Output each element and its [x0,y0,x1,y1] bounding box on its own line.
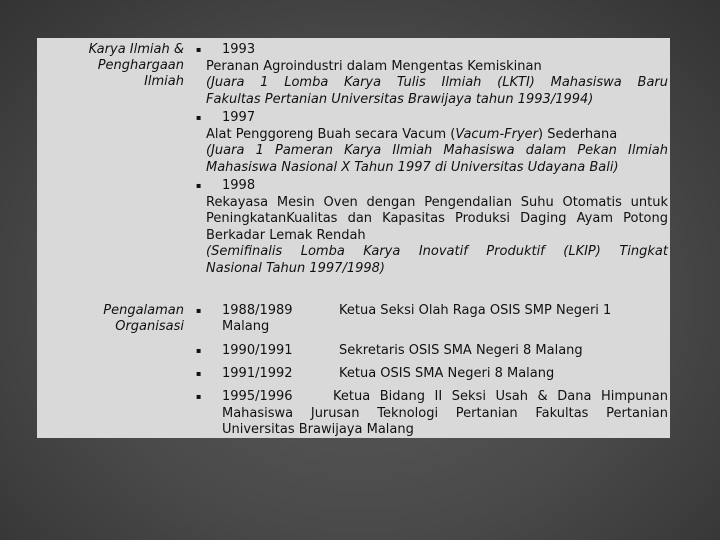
label-line: Pengalaman [103,303,184,318]
title-text: Alat Penggoreng Buah secara Vacum ( [206,127,456,142]
karya-year-1993: 1993 [222,42,256,57]
karya-title-1998-line3: Berkadar Lemak Rendah [206,228,366,243]
section-label-karya-ilmiah [37,42,184,90]
bullet-icon: ▪ [196,306,202,315]
org-desc-1990: Sekretaris OSIS SMA Negeri 8 Malang [339,343,583,358]
karya-note-1993-line1: (Juara 1 Lomba Karya Tulis Ilmiah (LKTI) Mahasiswa Baru [206,75,668,90]
karya-note-1998-line1: (Semifinalis Lomba Karya Inovatif Produktif (LKIP) Tingkat [206,244,668,259]
org-year-1991: 1991/1992 [222,366,293,381]
label-line: Karya Ilmiah & [88,42,184,57]
karya-year-1997: 1997 [222,110,256,125]
bullet-icon: ▪ [196,369,202,378]
karya-title-1998-line2: PeningkatanKualitas dan Kapasitas Produksi Daging Ayam Potong [206,211,668,226]
karya-title-1993: Peranan Agroindustri dalam Mengentas Kemiskinan [206,59,542,74]
bullet-icon: ▪ [196,392,202,401]
karya-title-1998-line1: Rekayasa Mesin Oven dengan Pengendalian Suhu Otomatis untuk [206,195,668,210]
org-desc-1995-line1: Ketua Bidang II Seksi Usah & Dana Himpunan [333,389,668,404]
section-label-organisasi [37,303,184,335]
label-line: Organisasi [115,319,184,334]
karya-note-1998-line2: Nasional Tahun 1997/1998) [206,261,385,276]
title-text: ) Sederhana [538,127,618,142]
org-year-1988: 1988/1989 [222,303,293,318]
bullet-icon: ▪ [196,181,202,190]
bullet-icon: ▪ [196,113,202,122]
org-year-1990: 1990/1991 [222,343,293,358]
org-year-1995: 1995/1996 [222,389,293,404]
org-desc-1995-line2: Mahasiswa Jurusan Teknologi Pertanian Fakultas Pertanian [222,406,668,421]
label-line: Penghargaan [97,58,184,73]
label-line: Ilmiah [144,74,184,89]
org-year-1988-cont: Malang [222,319,270,334]
karya-note-1993-line2: Fakultas Pertanian Universitas Brawijaya tahun 1993/1994) [206,92,594,107]
title-italic: Vacum-Fryer [455,127,539,142]
bullet-icon: ▪ [196,45,202,54]
org-desc-1988: Ketua Seksi Olah Raga OSIS SMP Negeri 1 [339,303,612,318]
karya-note-1997-line1: (Juara 1 Pameran Karya Ilmiah Mahasiswa dalam Pekan Ilmiah [206,143,668,158]
karya-title-1997 [206,127,617,144]
karya-year-1998: 1998 [222,178,256,193]
org-desc-1995-line3: Universitas Brawijaya Malang [222,422,414,437]
org-desc-1991: Ketua OSIS SMA Negeri 8 Malang [339,366,555,381]
bullet-icon: ▪ [196,346,202,355]
karya-note-1997-line2: Mahasiswa Nasional X Tahun 1997 di Universitas Udayana Bali) [206,160,619,175]
